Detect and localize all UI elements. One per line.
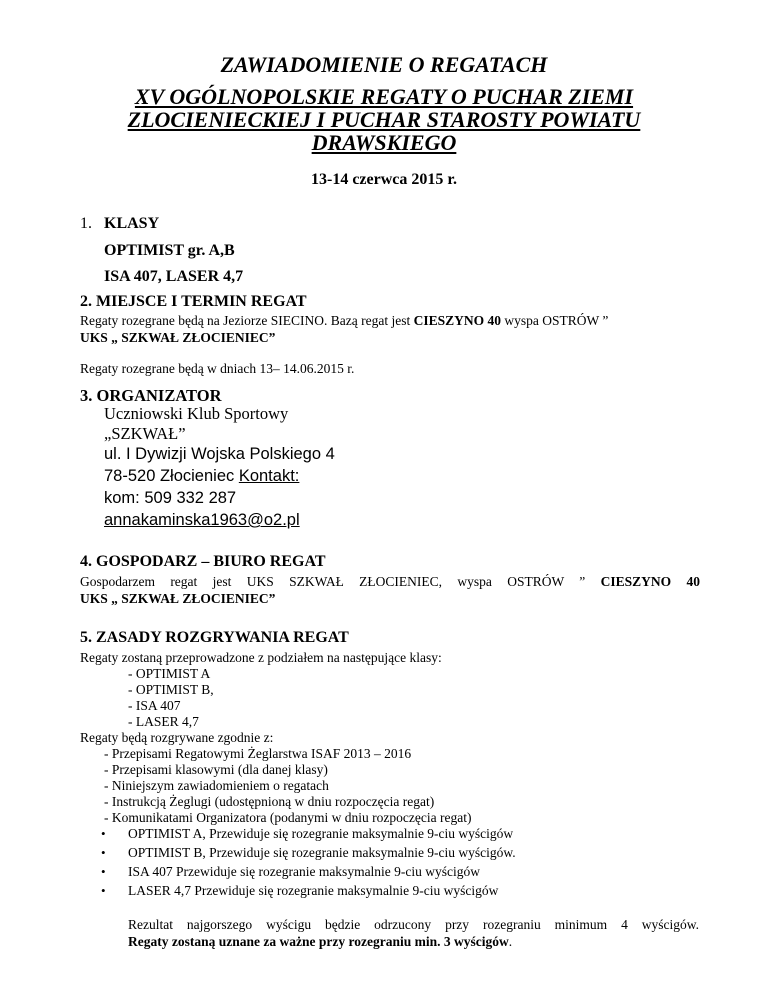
organizer-email-link[interactable]: annakaminska1963@o2.pl — [104, 511, 300, 529]
race-count-item: ISA 407 Przewiduje się rozegranie maksymalnie 9-ciu wyścigów — [128, 864, 481, 879]
event-title-line-3: DRAWSKIEGO — [311, 130, 457, 155]
rule-item: - Niniejszym zawiadomieniem o regatach — [104, 778, 329, 793]
organizer-club: „SZKWAŁ” — [104, 424, 186, 443]
rules-intro: Regaty będą rozgrywane zgodnie z: — [80, 730, 274, 745]
section-1-heading: KLASY — [104, 215, 160, 232]
rule-item: - Komunikatami Organizatora (podanymi w dniu rozpoczęcia regat) — [104, 810, 472, 825]
contact-label: Kontakt: — [238, 467, 300, 485]
venue-club-name: UKS „ SZKWAŁ ZŁOCIENIEC” — [80, 330, 276, 345]
event-title-line-1: XV OGÓLNOPOLSKIE REGATY O PUCHAR ZIEMI — [134, 84, 634, 109]
rule-item: - Instrukcją Żeglugi (udostępnioną w dniu rozpoczęcia regat) — [104, 794, 435, 809]
class-item: - OPTIMIST B, — [128, 682, 214, 697]
rule-item: - Przepisami klasowymi (dla danej klasy) — [104, 762, 328, 777]
host-club-name: UKS „ SZKWAŁ ZŁOCIENIEC” — [80, 591, 276, 606]
race-count-item: LASER 4,7 Przewiduje się rozegranie maksymalnie 9-ciu wyścigów — [128, 883, 499, 898]
organizer-phone: kom: 509 332 287 — [104, 489, 237, 507]
host-paragraph: Gospodarzem regat jest UKS SZKWAŁ ZŁOCIENIEC, wyspa OSTRÓW ” CIESZYNO 40 — [80, 574, 700, 589]
bullet-icon: • — [101, 826, 106, 841]
discard-note: Rezultat najgorszego wyścigu będzie odrzucony przy rozegraniu minimum 4 wyścigów. — [128, 917, 699, 932]
race-count-item: OPTIMIST A, Przewiduje się rozegranie maksymalnie 9-ciu wyścigów — [128, 826, 514, 841]
classes-intro: Regaty zostaną przeprowadzone z podziałem na następujące klasy: — [80, 650, 442, 665]
class-item: - LASER 4,7 — [128, 714, 199, 729]
regatta-dates: Regaty rozegrane będą w dniach 13– 14.06.2015 r. — [80, 361, 355, 376]
class-item: - OPTIMIST A — [128, 666, 211, 681]
section-3-heading: 3. ORGANIZATOR — [80, 386, 222, 405]
class-item: - ISA 407 — [128, 698, 181, 713]
bullet-icon: • — [101, 864, 106, 879]
organizer-city: 78-520 Złocieniec Kontakt: — [104, 467, 300, 485]
section-1-number: 1. — [80, 215, 92, 232]
bullet-icon: • — [101, 883, 106, 898]
organizer-name: Uczniowski Klub Sportowy — [104, 404, 289, 423]
document-title: ZAWIADOMIENIE O REGATACH — [220, 52, 548, 77]
event-title-line-2: ZLOCIENIECKIEJ I PUCHAR STAROSTY POWIATU — [127, 107, 641, 132]
rule-item: - Przepisami Regatowymi Żeglarstwa ISAF 2013 – 2016 — [104, 746, 412, 761]
section-4-heading: 4. GOSPODARZ – BIURO REGAT — [80, 553, 326, 570]
event-date: 13-14 czerwca 2015 r. — [310, 171, 458, 188]
organizer-street: ul. I Dywizji Wojska Polskiego 4 — [104, 445, 335, 463]
section-2-heading: 2. MIEJSCE I TERMIN REGAT — [80, 293, 307, 310]
validity-note: Regaty zostaną uznane za ważne przy rozegraniu min. 3 wyścigów. — [128, 934, 513, 949]
bullet-icon: • — [101, 845, 106, 860]
venue-paragraph: Regaty rozegrane będą na Jeziorze SIECINO. Bazą regat jest CIESZYNO 40 wyspa OSTRÓW ” — [80, 313, 609, 328]
class-isa-laser: ISA 407, LASER 4,7 — [104, 268, 244, 285]
race-count-item: OPTIMIST B, Przewiduje się rozegranie maksymalnie 9-ciu wyścigów. — [128, 845, 516, 860]
section-5-heading: 5. ZASADY ROZGRYWANIA REGAT — [80, 629, 349, 646]
class-optimist: OPTIMIST gr. A,B — [104, 242, 235, 259]
